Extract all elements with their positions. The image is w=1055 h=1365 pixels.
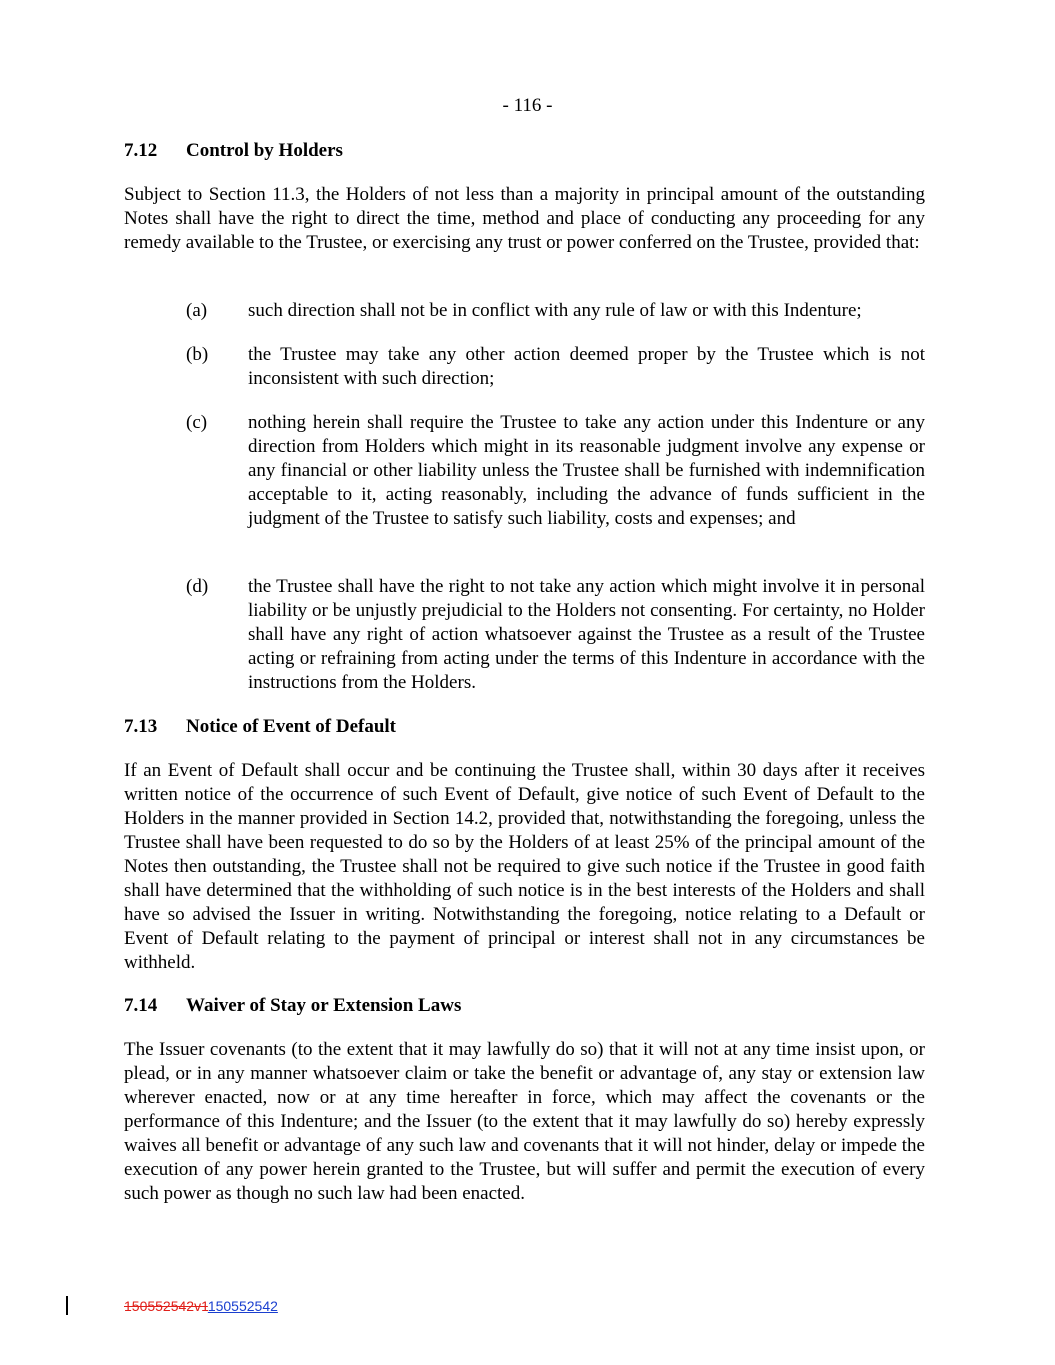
- section-7-14-body: The Issuer covenants (to the extent that it may lawfully do so) that it will not at any time insist upon, or plead, or in any manner whatsoever claim or take the benefit or advantage of, any stay or extension law wherever enacted, now or at any time hereafter in force, which may affect the covenants or the performance of this Indenture; and the Issuer (to the extent that it may lawfully do so) hereby expressly waives all benefit or advantage of any such law and covenants that it will not hinder, delay or impede the execution of any power herein granted to the Trustee, but will suffer and permit the execution of every such power as though no such law had been enacted.: [124, 1039, 925, 1204]
- list-item-label: (a): [186, 300, 208, 321]
- section-heading-7-13: [124, 715, 396, 739]
- list-item-text: such direction shall not be in conflict with any rule of law or with this Indenture;: [248, 300, 862, 321]
- section-7-12-intro: Subject to Section 11.3, the Holders of not less than a majority in principal amount of the outstanding Notes shall have the right to direct the time, method and place of conducting any proceeding for any remedy available to the Trustee, or exercising any trust or power conferred on the Trustee, provided that:: [124, 184, 925, 253]
- section-number: 7.13: [124, 716, 158, 737]
- section-heading-7-12: [124, 139, 343, 163]
- list-item: [186, 299, 925, 323]
- section-heading-7-14: [124, 994, 461, 1018]
- list-item: [186, 411, 925, 531]
- list-item: [186, 343, 925, 391]
- section-title: Notice of Event of Default: [186, 716, 397, 737]
- list-item-label: (c): [186, 412, 208, 433]
- inserted-document-id: 150552542: [207, 1298, 278, 1314]
- list-item-text: nothing herein shall require the Trustee to take any action under this Indenture or any direction from Holders which might in its reasonable judgment involve any expense or any financial or other liability unless the Trustee shall be furnished with indemnification acceptable to it, acting reasonably, including the advance of funds sufficient in the judgment of the Trustee to satisfy such liability, costs and expenses; and: [248, 412, 925, 529]
- section-title: Control by Holders: [186, 140, 343, 161]
- document-id-footer: [124, 1298, 278, 1314]
- page-number: - 116 -: [502, 95, 553, 116]
- list-item-text: the Trustee may take any other action deemed proper by the Trustee which is not inconsistent with such direction;: [248, 344, 925, 389]
- list-item-text: the Trustee shall have the right to not take any action which might involve it in personal liability or be unjustly prejudicial to the Holders not consenting. For certainty, no Holder shall have any right of action whatsoever against the Trustee as a result of the Trustee acting or refraining from acting under the terms of this Indenture in accordance with the instructions from the Holders.: [248, 576, 925, 693]
- section-7-13-body: If an Event of Default shall occur and be continuing the Trustee shall, within 30 days after it receives written notice of the occurrence of such Event of Default, give notice of such Event of Default to the Holders in the manner provided in Section 14.2, provided that, notwithstanding the foregoing, unless the Trustee shall have been requested to do so by the Holders of at least 25% of the principal amount of the Notes then outstanding, the Trustee shall not be required to give such notice if the Trustee in good faith shall have determined that the withholding of such notice is in the best interests of the Holders and shall have so advised the Issuer in writing. Notwithstanding the foregoing, notice relating to a Default or Event of Default relating to the payment of principal or interest shall not in any circumstances be withheld.: [124, 760, 925, 973]
- deleted-document-id: 150552542v1: [124, 1298, 208, 1314]
- change-bar: [66, 1296, 68, 1315]
- section-number: 7.12: [124, 140, 158, 161]
- list-item: [186, 575, 925, 695]
- section-title: Waiver of Stay or Extension Laws: [186, 995, 462, 1016]
- list-item-label: (b): [186, 344, 209, 365]
- list-item-label: (d): [186, 576, 209, 597]
- section-number: 7.14: [124, 995, 158, 1016]
